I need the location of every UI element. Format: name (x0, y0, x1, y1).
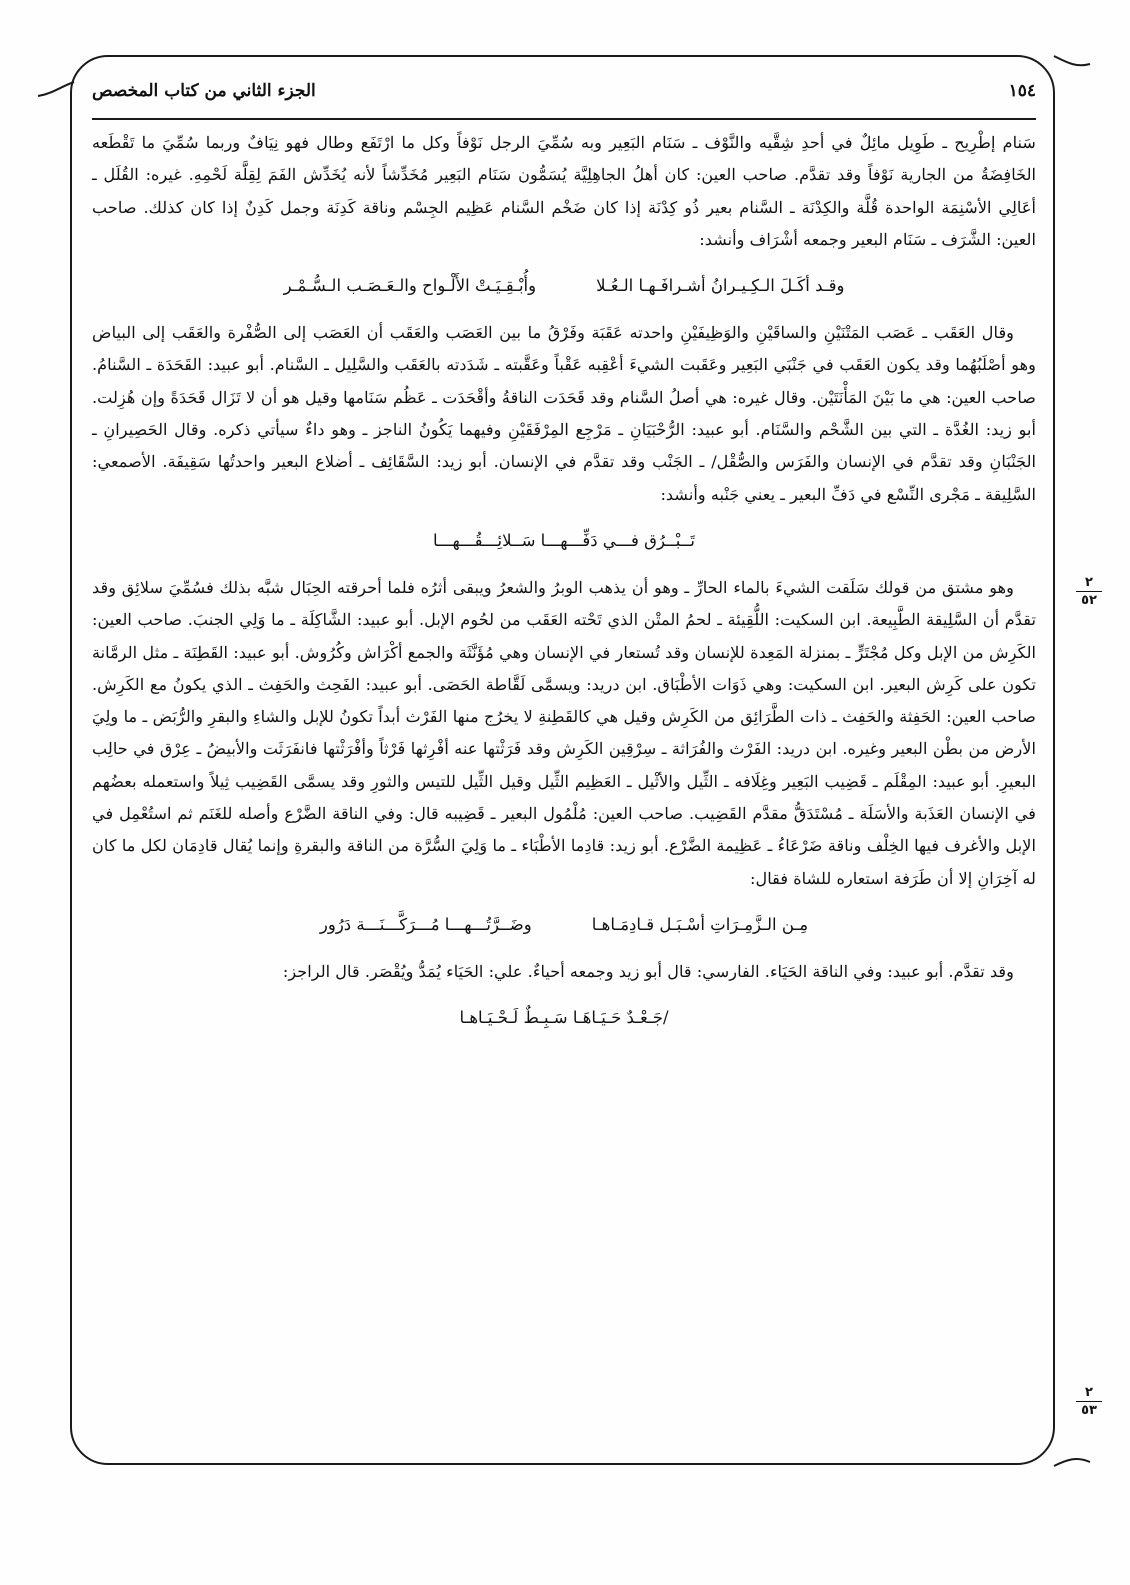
paragraph-4: وقد تقدَّم. أبو عبيد: وفي الناقة الحَيَاء. الفارسي: قال أبو زيد وجمعه أحياءٌ. علي: الحَيَاء يُمَدُّ ويُقْصَر. قال الراجز: (282, 961, 1014, 981)
page-header (92, 75, 1036, 107)
verse-2-line: تَــبْــرُق فـــي دَفِّـــهـــا سَــلائِـــقُـــهـــا (433, 530, 695, 550)
marginal-note-1-rule (1076, 591, 1102, 592)
paragraph-2: وقال العَقَب ـ عَصَب المَتْنَيْنِ والساقَيْنِ والوَظِيفَيْنِ واحدته عَقَبَة وفَرْقُ ما بين العَصَب والعَقَب أن العَصَب إلى الصُّفْرة والعَقَب إلى البياض وهو أصْلَبُهُما وقد يكون العَقَب في جَنْبَي البَعِير وعَقَبت الشيءَ أعْقِبه عَقْباً وعَقَّبته ـ شَدَدته بالعَقَب والسَّلِيل ـ السَّنام. أبو عبيد: القَحَدَة ـ السَّنامُ. صاحب العين: هي ما بَيْنَ المَأْنَتَيْن. وقال غيره: هي أصلُ السَّنام وقد قَحَدَت الناقةُ وأقْحَدَت ـ عَظُم سَنَامها وقيل هو أن لا تَزَال قَحَدَةً وإن هُزِلت. أبو زيد: الغُدَّة ـ التي بين الشَّحْم والسَّنَام. أبو عبيد: الرُّحْبَيَانِ ـ مَرْجِع المِرْفَقَيْنِ وفيهما يَكُونُ الناجز ـ وهو داءٌ سيأتي ذكره. وقال الحَصِيرانِ ـ الجَنْبَانِ وقد تقدَّم في الإنسان والفَرَس والصُّقْل/ ـ الجَنْب وقد تقدَّم في الإنسان. أبو زيد: السَّقَائِف ـ أضلاع البعير واحدتُها سَقِيفَة. الأصمعي: السَّلِيقة ـ مَجْرى النِّسْع في دَفِّ البعير ـ يعني جَنْبه وأنشد: (92, 323, 1036, 504)
verse-3-second-hemistich: وضَــرَّتُـــهـــا مُـــرَكَّـــنَـــة دَرُور (319, 914, 532, 934)
marginal-note-2-top: ٢ (1085, 1385, 1093, 1400)
page-number: ١٥٤ (1008, 81, 1036, 101)
running-title: الجزء الثاني من كتاب المخصص (92, 81, 316, 101)
verse-3-first-hemistich: مِـن الـزَّمِـرَاتِ أسْـبَـل قـادِمَـاهـا (591, 914, 809, 934)
marginal-note-2-bottom: ٥٣ (1081, 1403, 1097, 1418)
bottom-right-flourish (1052, 1440, 1092, 1470)
verse-1-second-hemistich: وأُبْـقِـيَـتْ الأَلْـواح والـعَـصَـب الـسُّـمْـر (283, 276, 537, 296)
verse-4 (92, 1003, 1036, 1033)
marginal-note-2 (1072, 1385, 1106, 1418)
marginal-note-2-rule (1076, 1401, 1102, 1402)
paragraph-1: سَنام إطْرِيح ـ طَوِيل مائِلٌ في أحدِ شِقَّيه والنَّوْف ـ سَنَام البَعِير وبه سُمِّيَ الرجل نَوْفاً وكل ما ارْتَفَع وطال فهو نِيَافٌ وربما سُمِّيَ ما تَقْطَعه الخَافِضَةُ من الجارية نَوْفاً وقد تقدَّم. صاحب العين: كان أهلُ الجاهِلِيَّة يُسَمُّون سَنَام البَعِير مُخَدِّشاً لأنه يُخَدِّش الفَمَ لِقِلَّة لَحْمِهِ. غيره: القُلَل ـ أعَالِي الأسْنِمَة الواحدة قُلَّة والكِدْنَة ـ السَّنام بعير ذُو كِدْنَة إذا كان ضَخْم السَّنام عَظِيم الجِسْم وناقة كَدِنَة وجمل كَدِنٌ إذا كان كذلك. صاحب العين: الشَّرَف ـ سَنَام البعير وجمعه أشْرَاف وأنشد: (92, 133, 1036, 249)
paragraph-3: وهو مشتق من قولك سَلَقت الشيءَ بالماء الحارِّ ـ وهو أن يذهب الوبرُ والشعرُ ويبقى أثرُه فلما أحرقته الحِبَال شبَّه بذلك فسُمِّيَ سلائِق وقد تقدَّم أن السَّلِيقة الطَّبِيعة. ابن السكيت: اللُّقِيئة ـ لحمُ المتْن الذي تَحْته العَقَب من لحُوم الإبل. أبو عبيد: الشَّاكِلَة ـ ما وَلِي الجنبَ. صاحب العين: الكَرِش من الإبل وكل مُجْتَرٍّ ـ بمنزلة المَعِدة للإنسان وقد تُستعار في الإنسان وهي مُؤَنَّثَة والجمع أكْرَاش وكُرُوش. أبو عبيد: القَطِنَة ـ مثل الرمَّانة تكون على كَرِش البعير. ابن السكيت: وهي ذَوَات الأطْبَاق. ابن دريد: ويسمَّى لَقَّاطة الحَصَى. أبو عبيد: الفَحِث والحَفِث ـ الذي يكونُ مع الكَرِش. صاحب العين: الحَفِثة والحَفِث ـ ذات الطَّرَائِق من الكَرِش وقيل هي كالقَطِنةِ لا يخرُج منها الفَرْث أبداً تكونُ للإبل والشاءِ والبقرِ والرُّبَض ـ ما ولِيَ الأرض من بطْن البعير وغيره. ابن دريد: الفَرْث والفُرَاثة ـ سِرْقِين الكَرِش وقد فَرَثْتها عنه أفْرِثها فَرْثاً وأفْرَثْتها فانفَرَثَت والأبيضُ ـ عِرْق في حالِب البعيرِ. أبو عبيد: المِقْلَم ـ قَضِيب البَعِير وغِلَافه ـ الثِّيل والأثْيل ـ العَظِيم الثِّيل وقيل الثِّيل للتيس والثورِ وقد يسمَّى القَضِيب ثِيلاً واستعمله بعضُهم في الإنسان العَذَبة والأسَلَة ـ مُسْتَدَقُّ مقدَّم القَضِيب. صاحب العين: مُلْمُول البعير ـ قَضِيبه قال: وفي الناقة الضَّرْع وأصله للغَنَم ثم استُعْمِل في الإبل والأغرف فيها الخِلْف وناقة ضَرْعَاءُ ـ عَظِيمة الضَّرْع. أبو زيد: قادِما الأطْبَاء ـ ما وَلِيَ السُّرَّة من الناقة والبقرةِ وإنما يُقال قادِمَان لكل ما كان له آخِرَانِ إلا أن طَرَفة استعاره للشاة فقال: (92, 577, 1036, 888)
right-border-flourish (1052, 54, 1092, 84)
page-body (92, 127, 1036, 1049)
verse-1-first-hemistich: وقـد أكَـلَ الـكِـيـرانُ أشـرافَـهـا الـعُـلا (596, 276, 845, 296)
verse-3 (92, 910, 1036, 940)
marginal-note-1 (1072, 575, 1106, 608)
marginal-note-1-top: ٢ (1085, 575, 1093, 590)
marginal-note-1-bottom: ٥٢ (1081, 593, 1097, 608)
left-border-flourish (36, 80, 76, 110)
verse-2 (92, 526, 1036, 556)
verse-1 (92, 271, 1036, 301)
header-divider (92, 118, 1036, 120)
verse-4-line: /جَـعْـدٌ حَـيَـاهَـا سَـبِـطٌ لَـحْـيَـاهـا (459, 1008, 669, 1028)
